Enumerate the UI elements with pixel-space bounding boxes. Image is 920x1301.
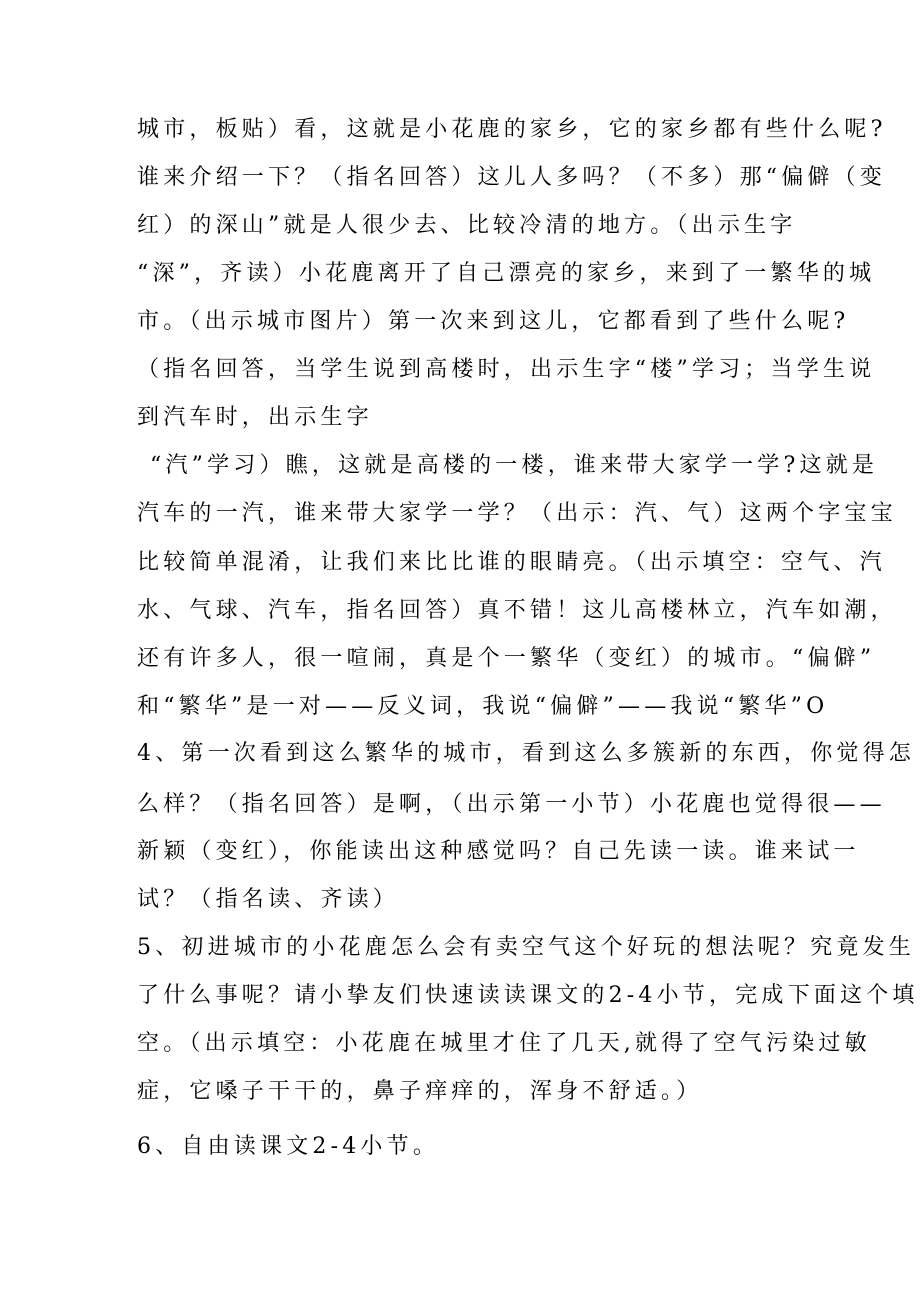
text-line: 红）的深山”就是人很少去、比较冷清的地方。（出示生字 bbox=[137, 213, 797, 238]
text-line: 和“繁华”是一对——反义词，我说“偏僻”——我说“繁华”O bbox=[137, 694, 829, 719]
text-line: “深”，齐读）小花鹿离开了自己漂亮的家乡，来到了一繁华的城 bbox=[137, 261, 876, 286]
text-line: 比较简单混淆，让我们来比比谁的眼睛亮。（出示填空：空气、汽 bbox=[137, 550, 886, 575]
text-line: 症，它嗓子干干的，鼻子痒痒的，浑身不舒适。） bbox=[137, 1079, 703, 1104]
text-line: 水、气球、汽车，指名回答）真不错！这儿高楼林立，汽车如潮， bbox=[137, 598, 897, 623]
text-line: 6、自由读课文2-4小节。 bbox=[137, 1134, 440, 1159]
text-line: 到汽车时，出示生字 bbox=[137, 405, 373, 430]
text-line: 试？（指名读、齐读） bbox=[137, 887, 400, 912]
text-line: 么样？（指名回答）是啊，（出示第一小节）小花鹿也觉得很—— bbox=[137, 792, 886, 817]
text-line: 谁来介绍一下？（指名回答）这儿人多吗？（不多）那“偏僻（变 bbox=[137, 165, 887, 190]
text-line: 新颖（变红），你能读出这种感觉吗？自己先读一读。谁来试一 bbox=[137, 839, 860, 864]
text-line: 4、第一次看到这么繁华的城市，看到这么多簇新的东西，你觉得怎 bbox=[137, 741, 915, 766]
text-line: （指名回答，当学生说到高楼时，出示生字“楼”学习；当学生说 bbox=[137, 357, 876, 382]
text-line: 还有许多人，很一喧闹，真是个一繁华（变红）的城市。“偏僻” bbox=[137, 646, 876, 671]
text-line: 了什么事呢？请小挚友们快速读读课文的2-4小节，完成下面这个填 bbox=[137, 983, 919, 1008]
text-line: 空。（出示填空：小花鹿在城里才住了几天,就得了空气污染过敏 bbox=[137, 1031, 871, 1056]
text-line: “汽”学习）瞧，这就是高楼的一楼，谁来带大家学一学?这就是 bbox=[150, 453, 879, 478]
text-line: 汽车的一汽，谁来带大家学一学？（出示：汽、气）这两个字宝宝 bbox=[137, 501, 897, 526]
text-line: 城市，板贴）看，这就是小花鹿的家乡，它的家乡都有些什么呢? bbox=[137, 117, 887, 142]
text-line: 5、初进城市的小花鹿怎么会有卖空气这个好玩的想法呢？究竟发生 bbox=[137, 935, 915, 960]
text-line: 市。（出示城市图片）第一次来到这儿，它都看到了些什么呢? bbox=[137, 309, 850, 334]
